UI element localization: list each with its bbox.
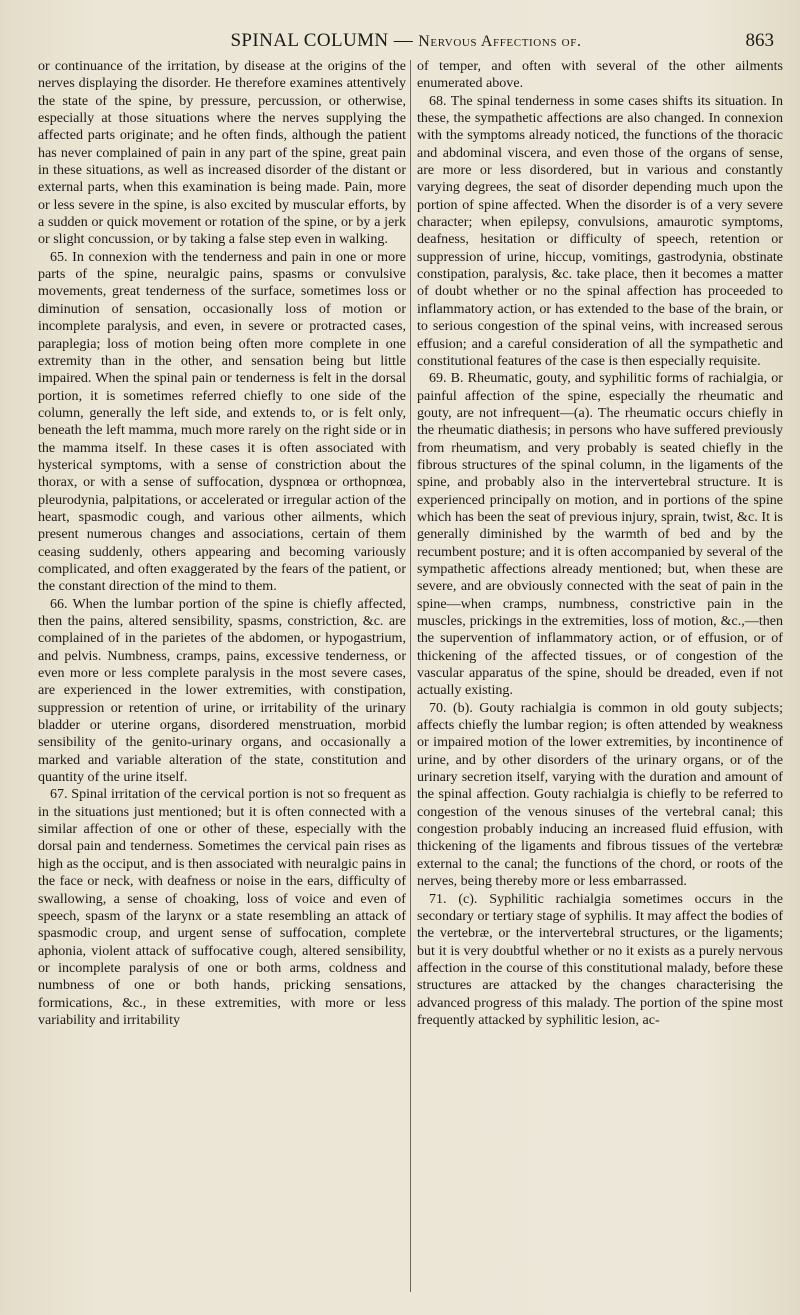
running-head xyxy=(38,30,774,56)
right-paragraph-5: 71. (c). Syphilitic rachialgia sometimes occurs in the secondary or tertiary stage of syphilis. It may affect the bodies of the vertebræ, or the intervertebral structures, or the ligaments; but it is very doubtful whether or no it exists as a purely nervous affection in the course of this constitutional malady, before these structures are attacked by the changes characterising the advanced progress of this malady. The portion of the spine most frequently attacked by syphilitic lesion, ac- xyxy=(417,890,783,1028)
left-paragraph-4: 67. Spinal irritation of the cervical portion is not so frequent as in the situations just mentioned; but it is often connected with a similar affection of one or other of these, especially with the dorsal pain and tenderness. Sometimes the cervical pain rises as high as the occiput, and is then associated with neuralgic pains in the face or neck, with deafness or noise in the ears, difficulty of swallowing, a sense of choaking, loss of voice and even of speech, spasm of the larynx or a state resembling an attack of spasmodic croup, and urgent sense of suffocation, complete aphonia, violent attack of suffocative cough, altered sensibility, or incomplete paralysis of one or both arms, coldness and numbness of one or both hands, pricking sensations, formications, &c., in these extremities, with more or less variability and irritability xyxy=(38,786,406,1028)
left-paragraph-2: 65. In connexion with the tenderness and pain in one or more parts of the spine, neuralgic pains, spasms or convulsive movements, great tenderness of the surface, sometimes loss or diminution of sensation, occasionally loss of motion or incomplete paralysis, and even, in severe or protracted cases, paraplegia; loss of motion being often more complete in one extremity than in the other, and sensation being but little impaired. When the spinal pain or tenderness is felt in the dorsal portion, it is sometimes referred chiefly to one side of the column, generally the left side, and extends to, or is felt only, beneath the left mamma, much more rarely on the right side or in the mamma itself. In these cases it is often associated with hysterical symptoms, with a sense of constriction about the thorax, or with a sense of suffocation, dyspnœa or orthopnœa, pleurodynia, palpitations, or accelerated or irregular action of the heart, spasmodic cough, and various other ailments, which present numerous changes and associations, certain of them ceasing suddenly, others appearing and becoming variously complicated, and often exaggerated by the fears of the patient, or the constant direction of the mind to them. xyxy=(38,248,406,595)
column-divider xyxy=(410,60,411,1292)
left-paragraph-1: or continuance of the irritation, by disease at the origins of the nerves displaying the disorder. He therefore examines attentively the state of the spine, by pressure, percussion, or otherwise, especially at those situations where the nerves supplying the affected parts originate; and he often finds, although the patient has never complained of pain in any part of the spine, great pain in these situations, as well as increased disorder of the distant or external parts, when this examination is being made. Pain, more or less severe in the spine, is also excited by muscular efforts, by a sudden or quick movement or rotation of the spine, or by a jerk or slight concussion, or by taking a false step even in walking. xyxy=(38,58,406,248)
right-paragraph-4: 70. (b). Gouty rachialgia is common in old gouty subjects; affects chiefly the lumbar region; is often attended by weakness or impaired motion of the lower extremities, by incontinence of urine, and by other disorders of the urinary organs, or of the urinary secretion itself, varying with the duration and amount of the spinal affection. Gouty rachialgia is chiefly to be referred to congestion of the venous sinuses of the vertebral canal; this congestion probably inducing an increased fluid effusion, with thickening of the ligaments and fibrous tissues of the vertebræ external to the canal; the functions of the chord, or roots of the nerves, being thereby more or less embarrassed. xyxy=(417,699,783,890)
running-title xyxy=(38,30,774,52)
right-paragraph-1: of temper, and often with several of the other ailments enumerated above. xyxy=(417,58,783,92)
page-number: 863 xyxy=(745,30,774,51)
running-title-sub: Nervous Affections of. xyxy=(418,33,582,50)
running-title-main: SPINAL COLUMN — xyxy=(230,30,414,51)
left-column xyxy=(38,58,406,1029)
left-paragraph-3: 66. When the lumbar portion of the spine is chiefly affected, then the pains, altered sensibility, spasms, constriction, &c. are complained of in the parietes of the abdomen, or hypogastrium, and pelvis. Numbness, cramps, pains, excessive tenderness, or even more or less complete paralysis in the most severe cases, are experienced in the lower extremities, with constipation, suppression or retention of urine, or irritability of the urinary bladder or uterine organs, disordered menstruation, morbid sensibility of the genito-urinary organs, and occasionally a marked and variable alteration of the state, constitution and quantity of the urine itself. xyxy=(38,595,406,786)
right-paragraph-2: 68. The spinal tenderness in some cases shifts its situation. In these, the sympathetic affections are also changed. In connexion with the symptoms already noticed, the functions of the thoracic and abdominal viscera, and even those of the organs of sense, are more or less disordered, but in various and constantly varying degrees, the seat of disorder depending much upon the portion of spine affected. When the disorder is of a very severe character; when epilepsy, convulsions, amaurotic symptoms, deafness, hesitation or difficulty of speech, retention or suppression of urine, hiccup, vomitings, gastrodynia, obstinate constipation, paralysis, &c. take place, then it becomes a matter of doubt whether or no the spinal affection has proceeded to inflammatory action, or has extended to the base of the brain, or to serious congestion of the spinal veins, with increased serous effusion; and a careful consideration of all the sympathetic and constitutional features of the case is then especially requisite. xyxy=(417,92,783,369)
right-paragraph-3: 69. B. Rheumatic, gouty, and syphilitic forms of rachialgia, or painful affection of the spine, especially the rheumatic and gouty, are not infrequent—(a). The rheumatic occurs chiefly in the rheumatic diathesis; in persons who have suffered previously from rheumatism, and very probably is seated chiefly in the fibrous structures of the spinal column, in the ligaments of the spine, and probably also in the intervertebral structure. It is experienced principally on motion, and in portions of the spine which has been the seat of previous injury, sprain, twist, &c. It is generally diminished by the warmth of bed and by the recumbent posture; and it is often accompanied by several of the sympathetic affections already mentioned; but, when these are severe, and are obviously connected with the seat of pain in the spine—when cramps, numbness, constrictive pain in the muscles, prickings in the extremities, loss of motion, &c.,—then the supervention of inflammatory action, or of effusion, or of thickening of the affected tissues, or of congestion of the vascular apparatus of the spine, should be dreaded, even if not actually existing. xyxy=(417,370,783,699)
right-column xyxy=(417,58,783,1029)
